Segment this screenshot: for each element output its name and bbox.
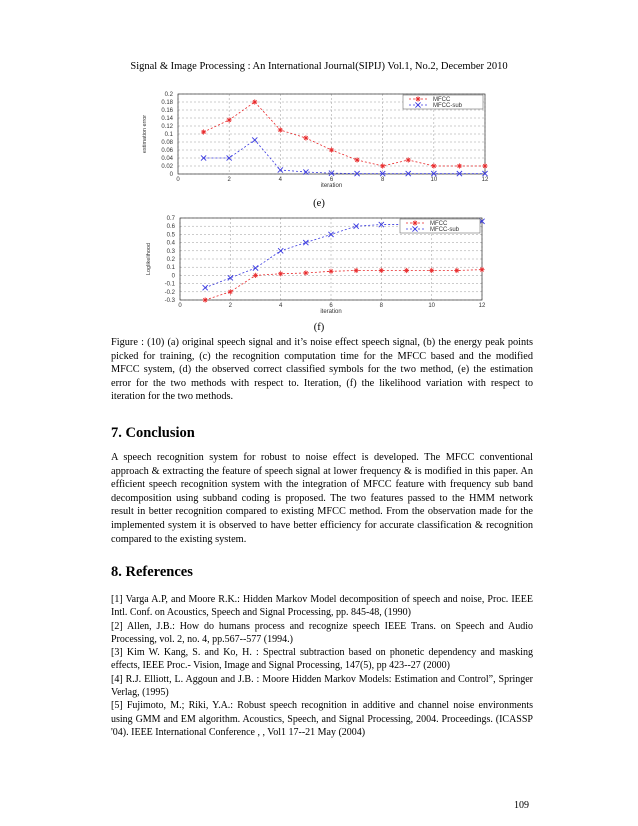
x-axis-label: iteration: [320, 309, 342, 315]
y-tick-label: 0.16: [161, 108, 173, 114]
data-point: [303, 135, 308, 140]
x-tick-label: 0: [176, 177, 180, 183]
y-axis-label: Loglikelihood: [146, 242, 152, 276]
data-point: [228, 289, 233, 294]
reference-item: [5] Fujimoto, M.; Riki, Y.A.: Robust speech recognition in additive and channel noise environments using GMM and EM algorithm. Acoustics, Speech, and Signal Processing, 2004. Proceedings. (ICASSP '04). IEEE International Conference , , Vol1 17--21 May (2004): [111, 700, 533, 738]
y-tick-label: 0.18: [161, 100, 173, 106]
data-point: [457, 163, 462, 168]
y-tick-label: 0: [171, 273, 175, 280]
legend-label: MFCC-sub: [433, 103, 463, 109]
figure-e: [0, 86, 638, 196]
y-tick-label: 0.2: [166, 257, 175, 263]
data-point: [380, 163, 385, 168]
data-point: [454, 268, 459, 273]
y-tick-label: 0.08: [161, 140, 173, 146]
conclusion-text: A speech recognition system for robust to noise effect is developed. The MFCC conventional approach & extracting the feature of speech signal at lower frequency & is modified in this paper. An efficient speech recognition system with the integration of MFCC feature with frequency sub band decomposition using subband coding is proposed. The two features passed to the HMM network result in better recognition compared to existing MFCC method. From the observation made for the implemented system it is observed to have better efficiency for accurate classification & recognition compared to the existing system.: [111, 452, 533, 545]
x-tick-label: 2: [227, 177, 231, 183]
figure-caption: Figure : (10) (a) original speech signal and it’s noise effect speech signal, (b) the energy peak points picked for training, (c) the recognition computation time for the MFCC based and the modified MFCC system, (d) the observed correct classified symbols for the two method, (e) the estimation error for the two methods with respect to. Iteration, (f) the likelihood variation with respect to iteration for the two methods.: [111, 337, 533, 403]
legend-label: MFCC: [433, 97, 451, 103]
data-point: [404, 268, 409, 273]
data-point: [201, 129, 206, 134]
data-point: [354, 268, 359, 273]
legend-label: MFCC: [430, 221, 448, 227]
y-tick-label: 0.5: [166, 232, 175, 239]
x-tick-label: 8: [379, 303, 384, 309]
data-point: [278, 271, 283, 276]
y-tick-label: 0.6: [166, 224, 175, 231]
data-point: [354, 171, 359, 176]
data-point: [253, 273, 258, 278]
data-point: [429, 268, 434, 273]
x-tick-label: 6: [329, 177, 334, 183]
x-tick-label: 10: [428, 303, 436, 309]
data-point: [252, 99, 257, 104]
data-point: [431, 163, 436, 168]
data-point: [303, 270, 308, 275]
page-number: 109: [514, 800, 529, 811]
y-tick-label: -0.2: [164, 289, 175, 296]
x-tick-label: 8: [380, 177, 385, 183]
references-heading: 8. References: [111, 564, 193, 580]
figure-e-label: (e): [313, 198, 325, 209]
figure-f-label: (f): [313, 322, 325, 333]
y-tick-label: -0.3: [164, 298, 175, 304]
data-point: [328, 269, 333, 274]
data-point: [482, 163, 487, 168]
chart-e: [0, 86, 638, 196]
chart-f: [0, 210, 638, 320]
x-tick-label: 6: [329, 303, 333, 309]
reference-item: [3] Kim W. Kang, S. and Ko, H. : Spectral subtraction based on phonetic dependency and masking effects, IEEE Proc.- Vision, Image and Signal Processing, 147(5), pp 423--27 (2000): [111, 647, 533, 672]
reference-list: [111, 593, 533, 739]
legend-marker: [415, 96, 420, 101]
y-tick-label: 0.14: [161, 116, 173, 122]
y-tick-label: 0.02: [161, 164, 173, 170]
data-point: [253, 265, 258, 270]
data-point: [203, 297, 208, 302]
y-tick-label: 0.06: [161, 148, 173, 154]
x-tick-label: 2: [228, 303, 233, 309]
reference-item: [4] R.J. Elliott, L. Aggoun and J.B. : Moore Hidden Markov Models: Estimation and Control”, Springer Verlag, (1995): [111, 673, 533, 699]
series-line-mfcc: [205, 270, 482, 300]
reference-item: [2] Allen, J.B.: How do humans process and recognize speech IEEE Trans. on Speech and Audio Processing, vol. 2, no. 4, pp.567--577 (1994.): [111, 620, 533, 645]
legend-label: MFCC-sub: [430, 227, 460, 233]
y-tick-label: 0.2: [164, 92, 173, 98]
data-point: [479, 267, 484, 272]
y-tick-label: 0: [169, 172, 173, 178]
y-tick-label: 0.3: [166, 248, 175, 255]
data-point: [379, 268, 384, 273]
x-tick-label: 10: [430, 177, 438, 183]
data-point: [227, 117, 232, 122]
figure-f: [0, 210, 638, 320]
y-tick-label: 0.7: [166, 216, 175, 222]
y-tick-label: 0.1: [166, 265, 175, 272]
series-line-mfcc-sub: [204, 140, 485, 174]
x-tick-label: 12: [478, 303, 486, 309]
data-point: [203, 285, 208, 290]
x-tick-label: 4: [278, 177, 283, 183]
y-tick-label: 0.04: [161, 156, 173, 162]
data-point: [329, 147, 334, 152]
data-point: [278, 127, 283, 132]
x-tick-label: 12: [481, 177, 489, 183]
x-tick-label: 4: [278, 303, 283, 309]
y-axis-label: estimation error: [142, 114, 148, 154]
y-tick-label: 0.12: [161, 124, 173, 130]
reference-item: [1] Varga A.P, and Moore R.K.: Hidden Markov Model decomposition of speech and noise, Proc. IEEE Intl. Conf. on Acoustics, Speech and Signal Processing, pp. 845-48, (1990): [111, 594, 533, 619]
running-header: Signal & Image Processing : An International Journal(SIPIJ) Vol.1, No.2, December 2010: [130, 61, 508, 72]
y-tick-label: -0.1: [164, 281, 175, 288]
x-axis-label: iteration: [320, 183, 343, 189]
data-point: [406, 171, 411, 176]
data-point: [278, 248, 283, 253]
y-tick-label: 0.1: [164, 132, 173, 138]
x-tick-label: 0: [178, 303, 182, 309]
y-tick-label: 0.4: [166, 240, 175, 247]
conclusion-heading: 7. Conclusion: [111, 425, 195, 441]
